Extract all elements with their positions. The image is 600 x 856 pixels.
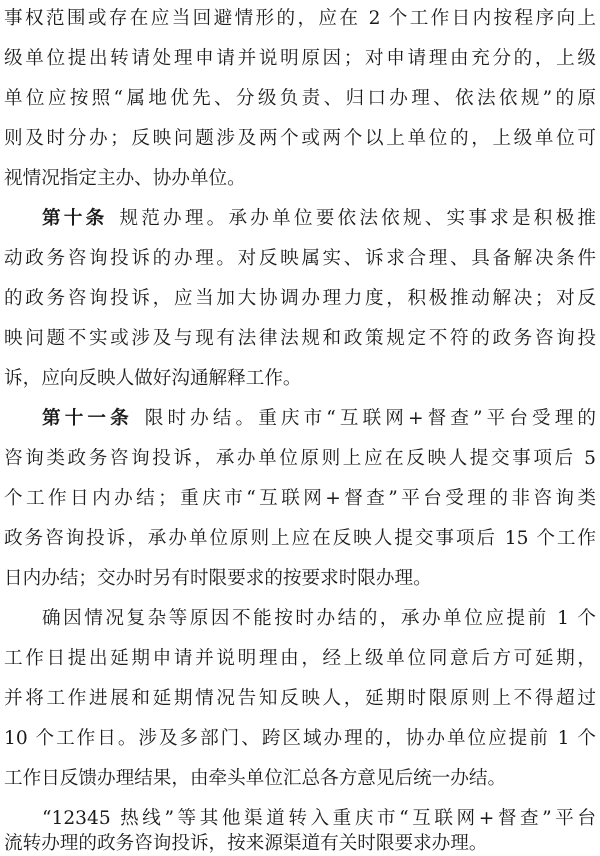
text-line: 并将工作进展和延期情况告知反映人，延期时限原则上不得超过 xyxy=(4,688,596,709)
article-10-number: 第十条 xyxy=(42,208,108,229)
text-line: 的政务咨询投诉，应当加大协调办理力度，积极推动解决；对反 xyxy=(4,288,596,309)
text-line: 则及时分办；反映问题涉及两个或两个以上单位的，上级单位可 xyxy=(4,128,596,149)
text-line: 诉，应向反映人做好沟通解释工作。 xyxy=(4,368,302,389)
text-line: 视情况指定主办、协办单位。 xyxy=(4,168,246,189)
text-line: 单位应按照“属地优先、分级负责、归口办理、依法依规”的原 xyxy=(4,88,596,109)
text-line: 10 个工作日。涉及多部门、跨区域办理的，协办单位应提前 1 个 xyxy=(4,728,596,749)
article-11-number: 第十一条 xyxy=(42,408,133,429)
text-line: 个工作日内办结；重庆市“互联网+督查”平台受理的非咨询类 xyxy=(4,488,596,509)
article-10-first-text: 规范办理。承办单位要依法依规、实事求是积极推 xyxy=(119,208,596,229)
text-line: 动政务咨询投诉的办理。对反映属实、诉求合理、具备解决条件 xyxy=(4,248,596,269)
article-11-first-line xyxy=(42,405,596,433)
text-line: 级单位提出转请处理申请并说明原因；对申请理由充分的，上级 xyxy=(4,48,596,69)
text-line: 工作日反馈办理结果，由牵头单位汇总各方意见后统一办结。 xyxy=(4,768,507,789)
text-line: 流转办理的政务咨询投诉，按来源渠道有关时限要求办理。 xyxy=(4,833,488,854)
text-line: 政务咨询投诉，承办单位原则上应在反映人提交事项后 15 个工作 xyxy=(4,528,596,549)
text-line: “12345 热线”等其他渠道转入重庆市“互联网+督查”平台 xyxy=(42,808,596,829)
article-11-first-text: 限时办结。重庆市“互联网+督查”平台受理的 xyxy=(144,408,596,429)
text-line: 映问题不实或涉及与现有法律法规和政策规定不符的政务咨询投 xyxy=(4,328,596,349)
text-line: 确因情况复杂等原因不能按时办结的，承办单位应提前 1 个 xyxy=(42,608,596,629)
text-line: 日内办结；交办时另有时限要求的按要求时限办理。 xyxy=(4,568,432,589)
article-10-first-line xyxy=(42,205,596,233)
text-line: 工作日提出延期申请并说明理由，经上级单位同意后方可延期， xyxy=(4,648,596,669)
text-line: 事权范围或存在应当回避情形的，应在 2 个工作日内按程序向上 xyxy=(4,8,596,29)
text-line: 咨询类政务咨询投诉，承办单位原则上应在反映人提交事项后 5 xyxy=(4,448,596,469)
